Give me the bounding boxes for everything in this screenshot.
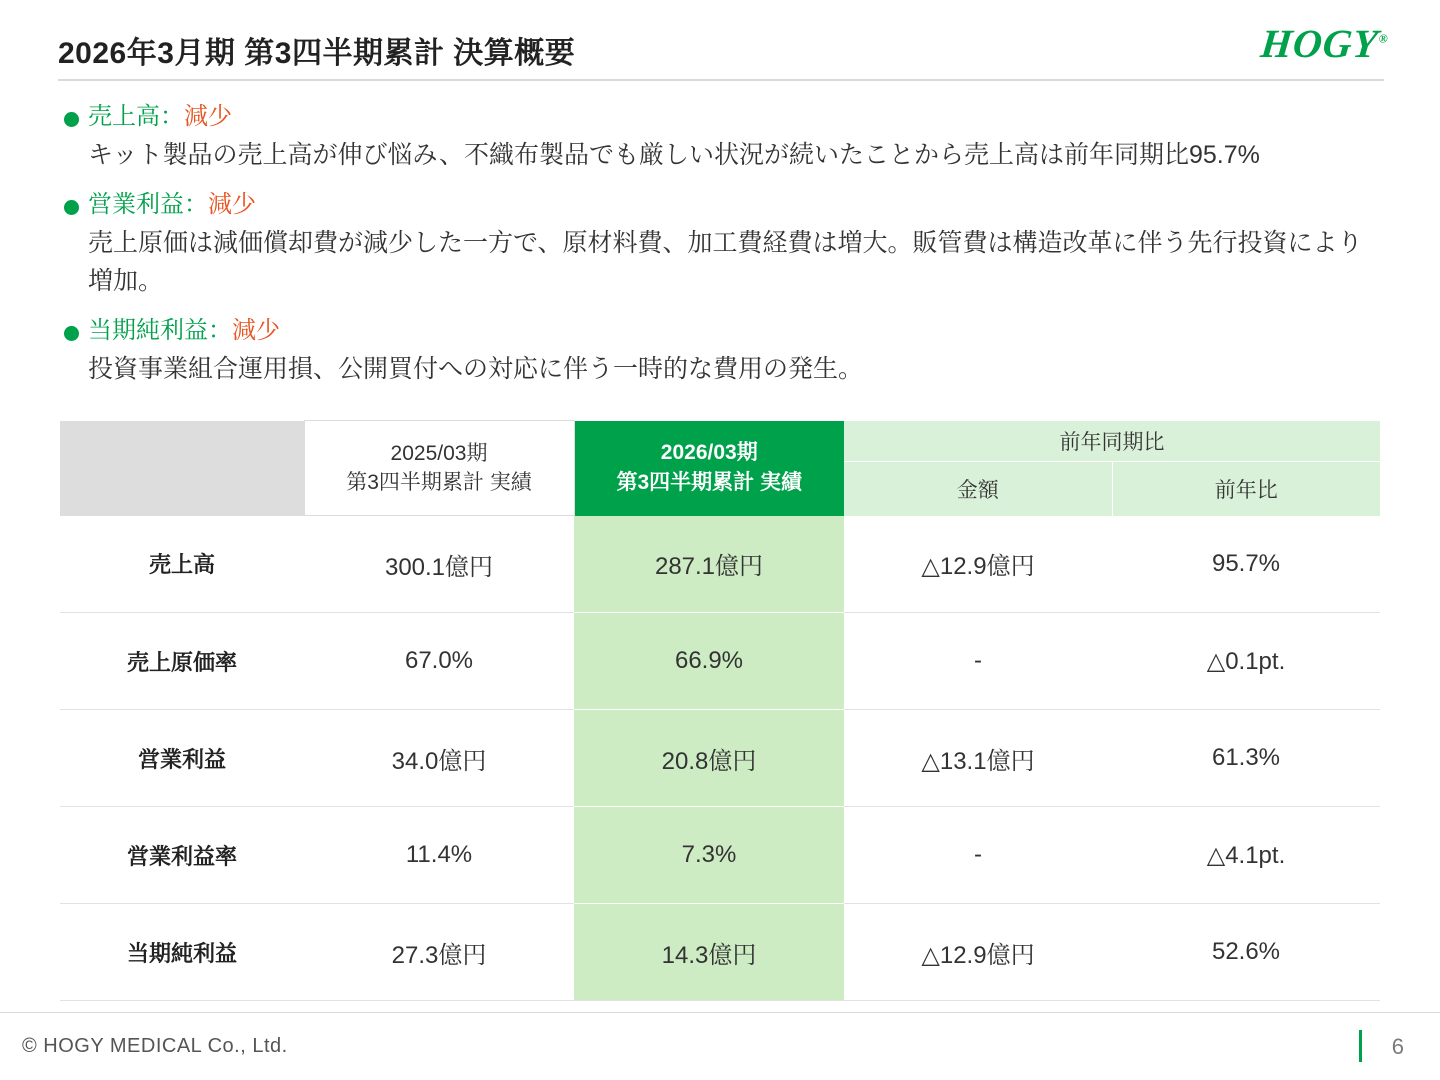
column-header-yoy-amount: 金額: [844, 461, 1112, 516]
cell-current: 66.9%: [574, 613, 844, 710]
table-corner-cell: [60, 421, 304, 516]
cell-current: 287.1億円: [574, 516, 844, 613]
bullet-body-text: 投資事業組合運用損、公開買付への対応に伴う一時的な費用の発生。: [88, 355, 864, 383]
cell-prev: 34.0億円: [304, 710, 574, 807]
cell-prev: 67.0%: [304, 613, 574, 710]
cell-yoy-amount: △12.9億円: [844, 904, 1112, 1001]
row-label: 当期純利益: [60, 904, 304, 1001]
column-header-prev-period: [304, 421, 574, 516]
table-row: [60, 904, 1380, 1001]
financial-summary-table: [60, 420, 1380, 1001]
cell-yoy-ratio: 52.6%: [1112, 904, 1380, 1001]
page-number-accent-bar: [1359, 1030, 1362, 1062]
column-header-prev-line2: 第3四半期累計 実績: [346, 471, 532, 494]
bullet-dot-icon: [64, 200, 79, 215]
page-number: 6: [1391, 1034, 1404, 1059]
page-title: 2026年3月期 第3四半期累計 決算概要: [58, 37, 576, 70]
bullet-separator: ：: [160, 103, 184, 130]
cell-prev: 300.1億円: [304, 516, 574, 613]
bullet-label: 当期純利益: [88, 317, 208, 344]
bullet-status: 減少: [208, 191, 256, 218]
row-label: 売上原価率: [60, 613, 304, 710]
column-header-prev-line1: 2025/03期: [390, 442, 488, 465]
bullet-label: 営業利益: [88, 191, 184, 218]
bullet-label: 売上高: [88, 103, 160, 130]
cell-yoy-ratio: △4.1pt.: [1112, 807, 1380, 904]
table-header-row-top: [60, 421, 1380, 462]
cell-yoy-ratio: △0.1pt.: [1112, 613, 1380, 710]
copyright-text: © HOGY MEDICAL Co., Ltd.: [22, 1035, 288, 1057]
cell-yoy-amount: △13.1億円: [844, 710, 1112, 807]
bullet-separator: ：: [184, 191, 208, 218]
cell-yoy-amount: △12.9億円: [844, 516, 1112, 613]
column-header-yoy: 前年同期比: [844, 421, 1380, 462]
bullet-separator: ：: [208, 317, 232, 344]
summary-bullets: [0, 100, 1440, 402]
logo-text: HOGY: [1258, 21, 1381, 66]
bullet-item-operating-income: [0, 188, 1440, 300]
column-header-current-line2: 第3四半期累計 実績: [616, 471, 802, 494]
bullet-status: 減少: [184, 103, 232, 130]
slide-header: [0, 0, 1440, 82]
cell-prev: 11.4%: [304, 807, 574, 904]
bullet-item-net-income: [0, 314, 1440, 388]
hogy-logo: [1258, 20, 1390, 67]
cell-prev: 27.3億円: [304, 904, 574, 1001]
column-header-current-period: [574, 421, 844, 516]
cell-yoy-amount: -: [844, 807, 1112, 904]
bullet-dot-icon: [64, 112, 79, 127]
cell-current: 7.3%: [574, 807, 844, 904]
bullet-heading: [88, 100, 1440, 134]
bullet-status: 減少: [232, 317, 280, 344]
bullet-heading: [88, 188, 1440, 222]
bullet-body-text: 売上原価は減価償却費が減少した一方で、原材料費、加工費経費は増大。販管費は構造改革に伴う先行投資により増加。: [88, 229, 1363, 295]
table-row: [60, 710, 1380, 807]
column-header-current-line1: 2026/03期: [660, 441, 758, 464]
table-row: [60, 807, 1380, 904]
bullet-dot-icon: [64, 326, 79, 341]
cell-yoy-ratio: 61.3%: [1112, 710, 1380, 807]
cell-yoy-ratio: 95.7%: [1112, 516, 1380, 613]
table-row: [60, 516, 1380, 613]
registered-mark-icon: ®: [1377, 31, 1390, 46]
bullet-item-sales: [0, 100, 1440, 174]
cell-current: 20.8億円: [574, 710, 844, 807]
row-label: 営業利益: [60, 710, 304, 807]
table-row: [60, 613, 1380, 710]
column-header-yoy-ratio: 前年比: [1112, 461, 1380, 516]
row-label: 営業利益率: [60, 807, 304, 904]
header-divider: [58, 79, 1384, 81]
cell-current: 14.3億円: [574, 904, 844, 1001]
footer-divider: [0, 1012, 1440, 1013]
bullet-heading: [88, 314, 1440, 348]
row-label: 売上高: [60, 516, 304, 613]
cell-yoy-amount: -: [844, 613, 1112, 710]
bullet-body-text: キット製品の売上高が伸び悩み、不織布製品でも厳しい状況が続いたことから売上高は前年同期比95.7%: [88, 141, 1260, 169]
